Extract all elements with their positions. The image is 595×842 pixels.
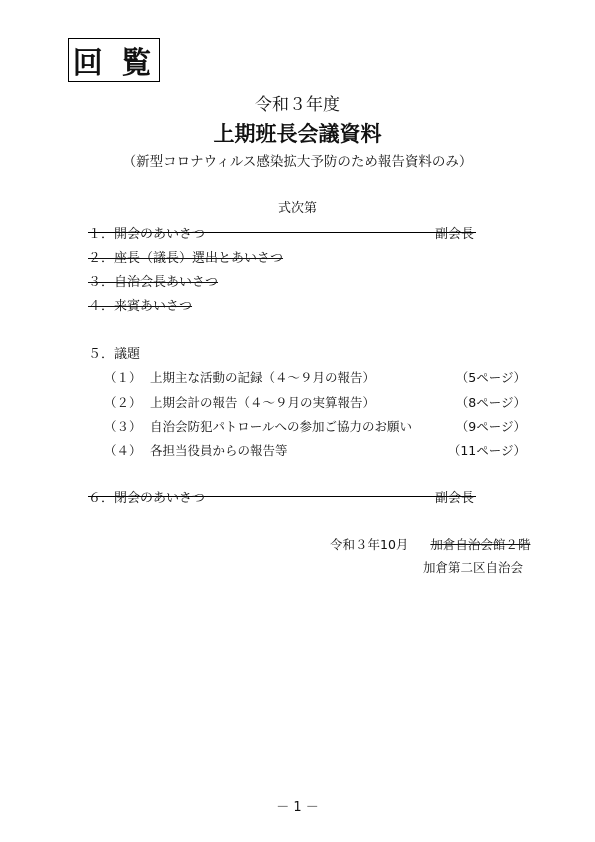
- agenda-item-2: ２．座長（議長）選出とあいさつ: [88, 251, 284, 266]
- document-title: 上期班長会議資料: [213, 122, 382, 146]
- subitem-2-page: （8ページ）: [455, 395, 526, 410]
- circulation-stamp: 回 覧: [68, 38, 160, 82]
- document-subtitle: （新型コロナウィルス感染拡大予防のため報告資料のみ）: [122, 154, 473, 170]
- subitem-2-text: 上期会計の報告（４～９月の実算報告）: [150, 395, 376, 410]
- footer-venue: 加倉自治会館２階: [430, 537, 531, 552]
- subitem-1-number: （１）: [104, 370, 142, 385]
- subitem-3-page: （9ページ）: [455, 419, 526, 434]
- subitem-3-number: （３）: [104, 419, 142, 434]
- footer-date-venue: [330, 535, 530, 553]
- agenda-item-1: １．開会のあいさつ: [88, 227, 206, 242]
- footer-date: 令和３年10月: [330, 537, 409, 552]
- subitem-3-text: 自治会防犯パトロールへの参加ご協力のお願い: [150, 419, 413, 434]
- footer-organization: 加倉第二区自治会: [423, 560, 524, 575]
- agenda-item-3: ３．自治会長あいさつ: [88, 275, 219, 290]
- closing-item: ６．閉会のあいさつ: [88, 491, 206, 506]
- subitem-4-number: （４）: [104, 443, 142, 458]
- subitem-4-page: （11ページ）: [447, 443, 526, 458]
- page-number: － 1 －: [276, 800, 319, 815]
- closing-item-role: 副会長: [435, 491, 475, 506]
- agenda-topic-heading: ５．議題: [88, 347, 141, 362]
- subitem-2-number: （２）: [104, 395, 142, 410]
- fiscal-year: 令和３年度: [255, 95, 340, 115]
- subitem-1-page: （5ページ）: [455, 370, 526, 385]
- subitem-1-text: 上期主な活動の記録（４～９月の報告）: [150, 370, 376, 385]
- agenda-item-4: ４．来賓あいさつ: [88, 299, 193, 314]
- agenda-heading: 式次第: [277, 201, 317, 216]
- subitem-4-text: 各担当役員からの報告等: [150, 443, 288, 458]
- agenda-item-1-role: 副会長: [435, 227, 475, 242]
